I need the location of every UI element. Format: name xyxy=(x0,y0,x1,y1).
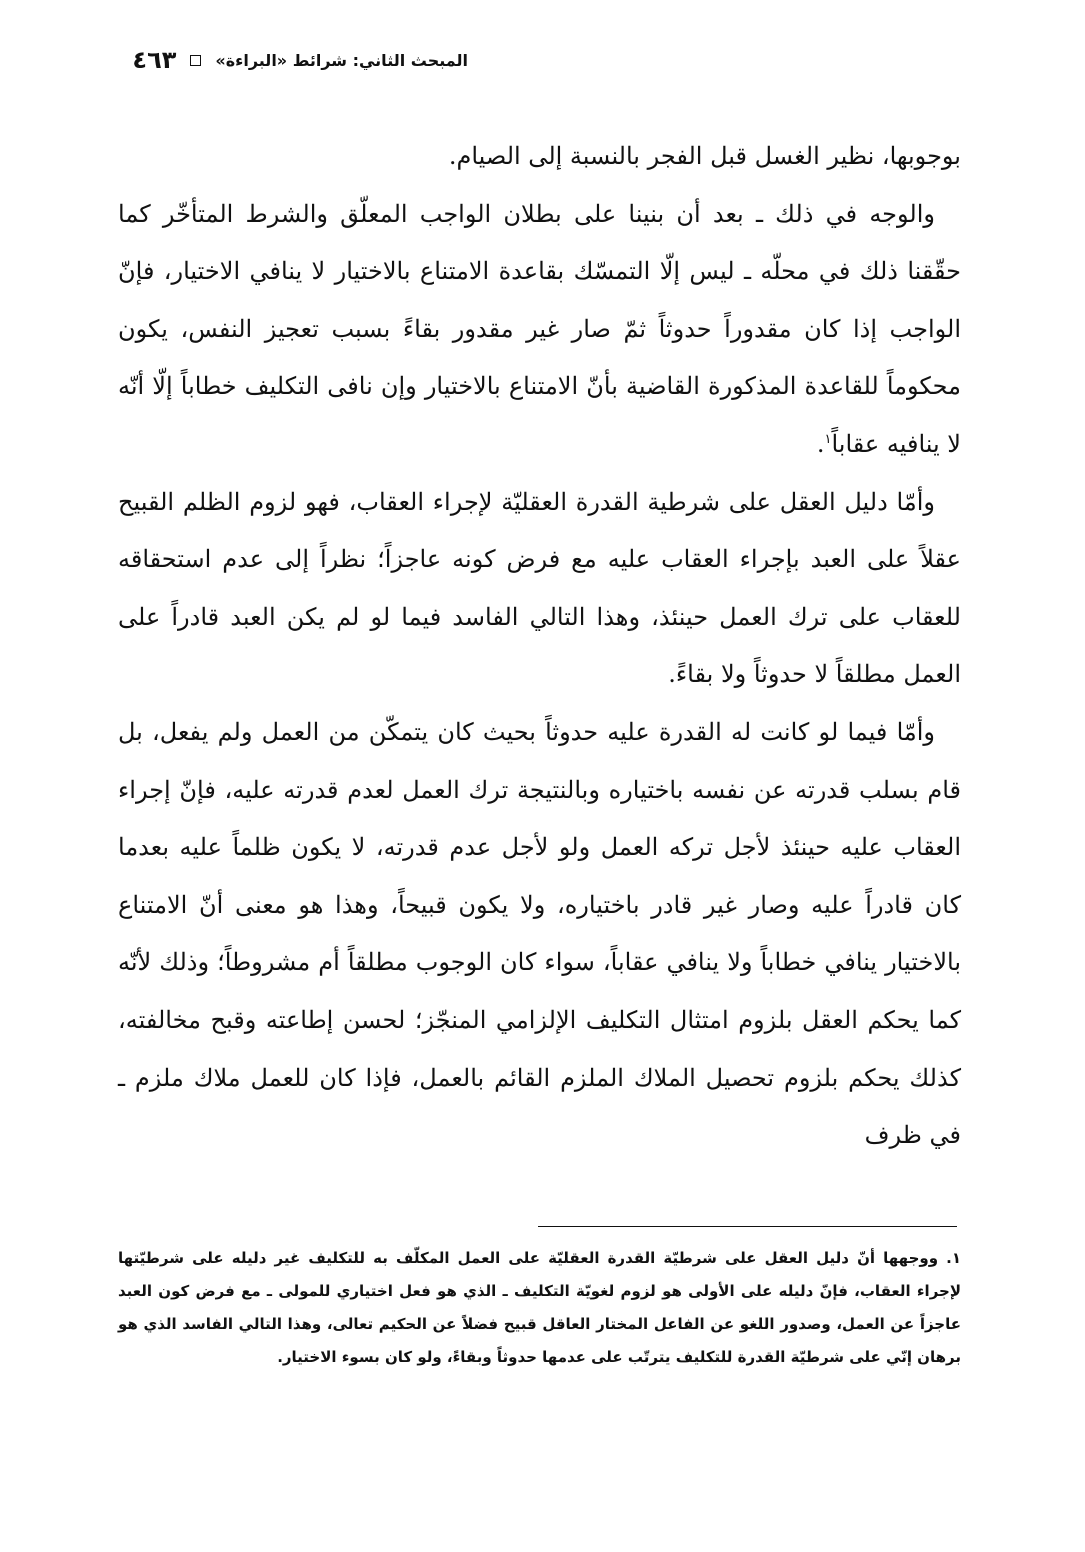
main-text xyxy=(118,128,961,1165)
paragraph-text: والوجه في ذلك ـ بعد أن بنينا على بطلان الواجب المعلّق والشرط المتأخّر كما حقّقنا ذلك في محلّه ـ ليس إلّا التمسّك بقاعدة الامتناع بالاختيار لا ينافي الاختيار، فإنّ الواجب إذا كان مقدوراً حدوثاً ثمّ صار غير مقدور بقاءً بسبب تعجيز النفس، يكون محكوماً للقاعدة المذكورة القاضية بأنّ الامتناع بالاختيار وإن نافى التكليف خطاباً إلّا أنّه لا ينافيه عقاباً xyxy=(118,199,961,458)
running-title: المبحث الثاني: شرائط «البراءة» xyxy=(215,50,468,70)
running-header xyxy=(108,40,468,80)
footnotes xyxy=(118,1242,961,1374)
footnote-reference[interactable]: ١ xyxy=(824,431,832,447)
paragraph: وأمّا دليل العقل على شرطية القدرة العقليّة لإجراء العقاب، فهو لزوم الظلم القبيح عقلاً على العبد بإجراء العقاب عليه مع فرض كونه عاجزاً؛ نظراً إلى عدم استحقاقه للعقاب على ترك العمل حينئذ، وهذا التالي الفاسد فيما لو لم يكن العبد قادراً على العمل مطلقاً لا حدوثاً ولا بقاءً. xyxy=(118,487,961,689)
paragraph: وأمّا فيما لو كانت له القدرة عليه حدوثاً بحيث كان يتمكّن من العمل ولم يفعل، بل قام بسلب قدرته عن نفسه باختياره وبالنتيجة ترك العمل لعدم قدرته عليه، فإنّ إجراء العقاب عليه حينئذ لأجل تركه العمل ولو لأجل عدم قدرته، لا يكون ظلماً عليه بعدما كان قادراً عليه وصار غير قادر باختياره، ولا يكون قبيحاً، وهذا هو معنى أنّ الامتناع بالاختيار ينافي خطاباً ولا ينافي عقاباً، سواء كان الوجوب مطلقاً أم مشروطاً؛ وذلك لأنّه كما يحكم العقل بلزوم امتثال التكليف الإلزامي المنجّز؛ لحسن إطاعته وقبح مخالفته، كذلك يحكم بلزوم تحصيل الملاك الملزم القائم بالعمل، فإذا كان للعمل ملاك ملزم ـ في ظرف xyxy=(118,717,961,1150)
paragraph xyxy=(118,186,961,474)
footnote-separator xyxy=(538,1226,957,1227)
sentence-end: . xyxy=(816,429,825,458)
page-number: ٤٦٣ xyxy=(132,46,177,74)
paragraph-continuation: بوجوبها، نظير الغسل قبل الفجر بالنسبة إلى الصيام. xyxy=(448,142,961,170)
separator-square-icon xyxy=(190,55,201,66)
footnote: ١. ووجهها أنّ دليل العقل على شرطيّة القدرة العقليّة على العمل المكلّف به للتكليف غير دليله على شرطيّتها لإجراء العقاب، فإنّ دليله على الأولى هو لزوم لغويّة التكليف ـ الذي هو فعل اختياري للمولى ـ مع فرض كون العبد عاجزاً عن العمل، وصدور اللغو عن الفاعل المختار العاقل قبيح فضلاً عن الحكيم تعالى، وهذا التالي الفاسد الذي هو برهان إنّي على شرطيّة القدرة للتكليف يترتّب على عدمها حدوثاً وبقاءً، ولو كان بسوء الاختيار. xyxy=(118,1249,961,1366)
